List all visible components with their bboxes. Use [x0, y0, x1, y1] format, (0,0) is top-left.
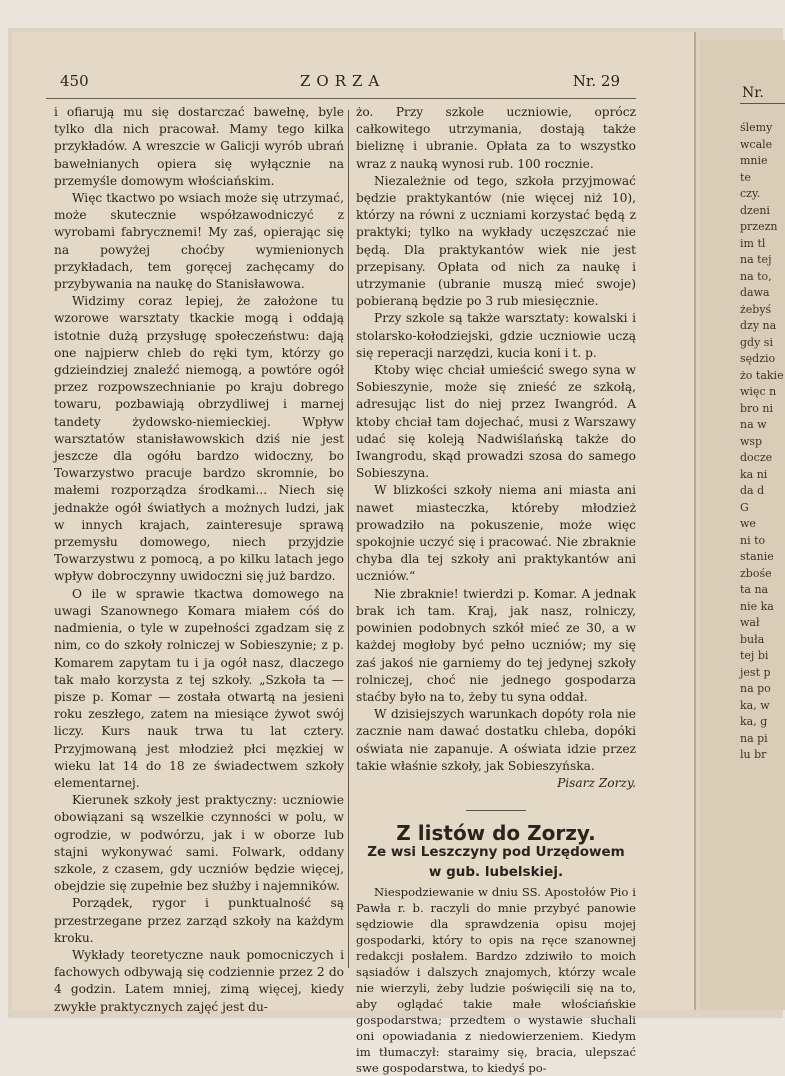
next-page-line: dzeni [740, 203, 770, 217]
section-separator [466, 810, 526, 811]
next-page-line: ka, g [740, 715, 768, 728]
next-page-line: na tej [740, 253, 772, 266]
paragraph: żo. Przy szkole uczniowie, oprócz całkowitego utrzymania, dostają także bieliznę i ubranie. Opłata za to wszystko wraz z nauką wynosi rub. 100 rocznie. [356, 105, 636, 171]
paragraph: W dzisiejszych warunkach dopóty rola nie zacznie nam dawać dostatku chleba, dopóki oświata nie zapanuje. A oświata idzie przez takie właśnie szkoły, jak Sobieszyńska. [356, 707, 636, 773]
header-rule [46, 98, 636, 99]
page-number: 450 [60, 72, 89, 90]
paragraph: Kierunek szkoły jest praktyczny: uczniowie obowiązani są wszelkie czynności w polu, w ogrodzie, w podwórzu, jak i w oborze lub stajni wykonywać sami. Folwark, oddany szkole, z czasem, gdy uczniów będzie więcej, obejdzie się zupełnie bez służby i najemników. [54, 793, 344, 894]
next-page-header: Nr. [742, 85, 764, 101]
next-page-line: wał [740, 616, 760, 629]
next-page-line: te [740, 170, 751, 184]
next-page-line: gdy si [740, 335, 773, 349]
left-column [54, 104, 344, 1014]
signature: Pisarz Zorzy. [557, 775, 636, 790]
paragraph: O ile w sprawie tkactwa domowego na uwagi Szanownego Komara miałem cóś do nadmienia, o tyle w zupełności zgadzam się z nim, co do szkoły rolniczej w Sobieszynie; z p. Komarem zapytam tu i ja ogół nasz, dlaczego tak mało korzysta z tej szkoły. „Szkoła ta — pisze p. Komar — została otwartą na jesieni roku zeszłego, zatem na miesiące żywot swój liczy. Kurs nauk trwa tu lat cztery. Przyjmowaną jest młodzież płci męzkiej w wieku lat 14 do 18 ze świadectwem szkoły elementarnej. [54, 586, 344, 790]
next-page-line: na w [740, 418, 767, 431]
next-page-line: docze [740, 451, 773, 464]
paragraph: Widzimy coraz lepiej, że założone tu wzorowe warsztaty tkackie mogą i oddają istotnie dużą przysługę społeczeństwu: dają one najpierw chleb do ręki tym, którzy go gdzieindziej znaleźć niemogą, a powtóre ogół przez rozpowszechnianie po kraju dobrego towaru, pozbawiają obrzydliwej i marnej tandety żydowsko-niemieckiej. Wpływ warsztatów stanisławowskich dziś nie jest jeszcze dla ogółu bardzo widoczny, bo Towarzystwo pracuje bardzo skromnie, bo małemi rozporządza środkami... Niech się jednakże ogół światłych a możnych ludzi, jak w innych krajach, zainteresuje sprawą przemysłu domowego, niech przyjdzie Towarzystwu z pomocą, a po kilku latach jego wpływ dobroczynny uwidoczni się już bardzo. [54, 294, 344, 584]
next-page [700, 40, 785, 1010]
right-column-paragraphs [356, 104, 636, 775]
next-page-line: na po [740, 682, 771, 695]
right-column [356, 104, 636, 1076]
next-page-line: mnie [740, 154, 768, 167]
next-page-line: wsp [740, 434, 763, 448]
issue-number: Nr. 29 [572, 72, 620, 90]
paragraph: Wykłady teoretyczne nauk pomocniczych i fachowych odbywają się codziennie przez 2 do 4 godzin. Latem mniej, zimą więcej, kiedy zwykłe praktycznych zajęć jest du- [54, 947, 344, 1014]
next-page-line: ta na [740, 583, 769, 596]
next-page-line: czy. [740, 187, 761, 200]
next-page-line: przezn [740, 220, 778, 233]
next-page-line: jest p [740, 665, 771, 679]
paragraph: Nie zbraknie! twierdzi p. Komar. A jednak brak ich tam. Kraj, jak nasz, rolniczy, powinien podobnych szkół mieć ze 30, a w każdej mogłoby być pełno uczniów; my się zaś jakoś nie garniemy do tej jedynej szkoły rolniczej, choć nie jednego gospodarza staćby było na to, żeby tu syna oddał. [356, 586, 636, 704]
next-page-line: dzy na [740, 319, 777, 332]
next-page-line: lu br [740, 748, 767, 761]
journal-title: ZORZA [300, 72, 386, 90]
paragraph: Ktoby więc chciał umieścić swego syna w Sobieszynie, może się znieść ze szkołą, adresując list do niej przez Iwangród. A ktoby chciał tam dojechać, musi z Warszawy udać się koleją Nadwiślańską także do Iwangrodu, skąd prowadzi szosa do samego Sobieszyna. [356, 363, 636, 481]
section-subtitle: Ze wsi Leszczyny pod Urzędowem [367, 844, 625, 861]
section-body: Niespodziewanie w dniu SS. Apostołów Pio i Pawła r. b. raczyli do mnie przybyć panowie sędziowie dla sprawdzenia opisu mojej gospodarki, który to opis na ręce szanownej redakcji posłałem. Bardzo zdziwiło to moich sąsiadów i dalszych znajomych, którzy wcale nie wierzyli, żeby ludzie poświęcili się na to, aby oglądać takie małe włościańskie gospodarstwa; przedtem o wystawie słuchali oni opowiadania z niedowierzeniem. Kiedym im tłumaczył: staraimy się, bracia, ulepszać swe gospodarstwa, to kiedyś po- [356, 885, 636, 1076]
next-page-line: im tl [740, 236, 766, 250]
next-page-rule [740, 103, 785, 104]
next-page-line: zbośe [740, 566, 772, 580]
paragraph: Przy szkole są także warsztaty: kowalski i stolarsko-kołodziejski, gdzie uczniowie uczą się reperacji narzędzi, kucia koni i t. p. [356, 311, 636, 360]
next-page-line: żebyś [740, 302, 772, 316]
next-page-line: dawa [740, 286, 770, 299]
next-page-line: nie ka [740, 599, 774, 613]
next-page-line: tej bi [740, 649, 769, 662]
paragraph: i ofiarują mu się dostarczać bawełnę, byle tylko dla nich pracował. Mamy tego kilka przykładów. A wreszcie w Galicji wyrób ubrań bawełnianych opiera się wyłącznie na przemyśle domowym włościańskim. [54, 105, 344, 188]
next-page-line: we [740, 517, 756, 530]
column-divider [348, 110, 349, 968]
next-page-line: sędzio [740, 352, 776, 365]
section-title: Z listów do Zorzy. [396, 821, 596, 846]
next-page-line: wcale [740, 137, 773, 151]
paragraph: Niezależnie od tego, szkoła przyjmować będzie praktykantów (nie więcej niż 10), którzy na równi z uczniami korzystać będą z praktyki; tylko na wykłady uczęszczać nie będą. Dla praktykantów wiek nie jest przepisany. Opłata od nich za naukę i utrzymanie (ubranie muszą mieć swoje) pobieraną będzie po 3 rub miesięcznie. [356, 173, 636, 309]
next-page-line: więc n [740, 385, 777, 398]
paragraph: Więc tkactwo po wsiach może się utrzymać, może skutecznie współzawodniczyć z wyrobami fabrycznemi! My zaś, opierając się na powyżej choćby wymienionych przykładach, tem goręcej zachęcamy do przybywania na naukę do Stanisławowa. [54, 191, 344, 292]
next-page-line: żo takie [740, 368, 784, 382]
next-page-line: ni to [740, 533, 766, 547]
paragraph: W blizkości szkoły niema ani miasta ani nawet miasteczka, któreby młodzież prowadziło na pokuszenie, może więc spokojnie uczyć się i pracować. Nie zbraknie chyba dla tej szkoły ani praktykantów ani uczniów.“ [356, 483, 636, 584]
next-page-line: G [740, 500, 749, 514]
next-page-line: bro ni [740, 401, 774, 415]
next-page-line: ślemy [740, 121, 773, 134]
next-page-line: stanie [740, 550, 774, 563]
section-subtitle-2: w gub. lubelskiej. [428, 864, 564, 881]
next-page-line: da d [740, 484, 765, 497]
next-page-line: na to, [740, 269, 772, 283]
page-header [60, 72, 620, 94]
next-page-line: ka ni [740, 467, 768, 481]
paragraph: Porządek, rygor i punktualność są przestrzegane przez zarząd szkoły na każdym kroku. [54, 896, 344, 945]
next-page-line: buła [740, 632, 765, 646]
next-page-line: na pi [740, 731, 768, 745]
next-page-fragments [740, 120, 785, 764]
next-page-line: ka, w [740, 698, 770, 712]
